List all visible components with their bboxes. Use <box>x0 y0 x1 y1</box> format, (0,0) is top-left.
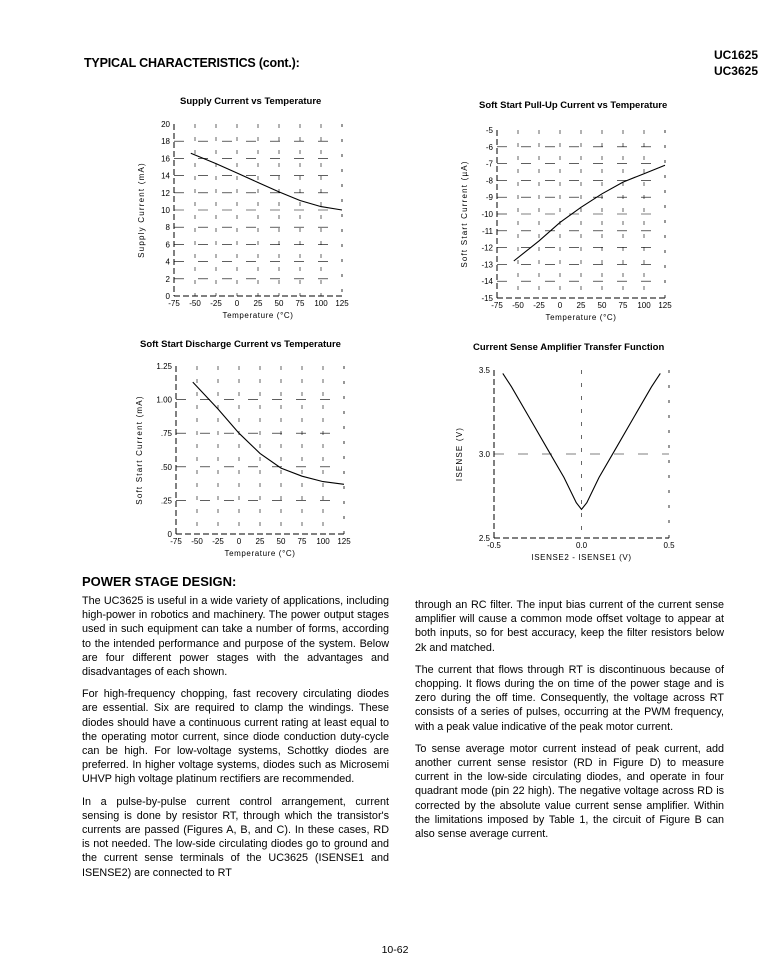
y-tick-label: .25 <box>160 496 172 506</box>
chart-2-soft-start-pullup <box>455 118 685 330</box>
x-tick-label: 125 <box>658 301 672 310</box>
x-tick-label: 125 <box>335 299 349 308</box>
data-series-line <box>191 153 342 210</box>
x-tick-label: 50 <box>597 301 607 310</box>
y-tick-label: 1.25 <box>156 362 172 371</box>
power-stage-left-column <box>82 594 389 888</box>
y-tick-label: 6 <box>165 240 170 250</box>
x-axis-label: Temperature (°C) <box>224 549 296 558</box>
x-tick-label: 50 <box>276 537 286 546</box>
y-tick-label: -9 <box>485 193 493 203</box>
x-tick-label: 125 <box>337 537 351 546</box>
section-title: TYPICAL CHARACTERISTICS (cont.): <box>84 56 300 70</box>
x-tick-label: -75 <box>491 301 503 310</box>
x-tick-label: -25 <box>212 537 224 546</box>
chart-3-soft-start-discharge <box>130 356 360 562</box>
x-tick-label: -50 <box>189 299 201 308</box>
x-tick-label: -25 <box>210 299 222 308</box>
y-axis-label: ISENSE (V) <box>455 426 464 482</box>
y-tick-label: -13 <box>481 260 493 270</box>
y-tick-label: 20 <box>161 120 170 129</box>
x-tick-label: -0.5 <box>487 541 501 550</box>
y-tick-label: 12 <box>161 188 170 198</box>
page-number: 10-62 <box>381 944 409 956</box>
x-tick-label: -75 <box>168 299 180 308</box>
power-stage-right-column <box>415 598 724 849</box>
x-tick-label: 0 <box>236 537 242 546</box>
y-tick-label: -12 <box>481 243 493 253</box>
x-tick-label: 25 <box>576 301 586 310</box>
y-tick-label: -11 <box>482 226 493 236</box>
paragraph: The current that flows through RT is discontinuous because of chopping. It flows during the on time of the power stage and is zero during the off time. Consequently, the voltage across RT consists of a series of pulses, occurring at the PWM frequency, with a peak value indicative of the peak motor current. <box>415 663 724 733</box>
x-tick-label: 75 <box>295 299 305 308</box>
y-axis-label: Soft Start Current (µA) <box>460 160 469 268</box>
y-tick-label: 2 <box>165 274 170 284</box>
part-number-1: UC1625 <box>713 48 758 62</box>
x-tick-label: 0.0 <box>575 541 588 550</box>
paragraph: The UC3625 is useful in a wide variety of applications, including high-power in robotics and machinery. The power output stages used in such equipment can take a number of forms, according to the intended performance and purpose of the system. Below are four different power stages with the advantages and disadvantages of each shown. <box>82 595 389 679</box>
x-axis-label: ISENSE2 - ISENSE1 (V) <box>531 553 632 562</box>
y-tick-label: -14 <box>481 277 493 287</box>
y-tick-label: 2.5 <box>478 534 490 543</box>
y-tick-label: 4 <box>165 257 170 267</box>
y-tick-label: 14 <box>161 171 170 181</box>
paragraph: through an RC filter. The input bias current of the current sense amplifier will cause a common mode offset voltage to appear at both inputs, so for best accuracy, keep the filter resistors below 2k and matched. <box>415 599 724 654</box>
paragraph: To sense average motor current instead of peak current, add another current sense resistor (RD in Figure D) to measure current in the low-side circulating diodes, and operate in four quadrant mode (pin 22 high). The negative voltage across RD is corrected by the absolute value current sense amplifier. Within the limitations imposed by Table 1, the circuit of Figure B can also sense average current. <box>415 742 724 841</box>
part-number-2: UC3625 <box>713 64 758 78</box>
x-tick-label: 50 <box>274 299 284 308</box>
y-tick-label: -8 <box>485 176 493 186</box>
y-tick-label: -7 <box>485 159 493 169</box>
chart-1-supply-current <box>130 112 360 327</box>
x-tick-label: 0.5 <box>663 541 675 550</box>
y-tick-label: -6 <box>485 142 493 152</box>
x-tick-label: 100 <box>314 299 328 308</box>
paragraph: In a pulse-by-pulse current control arrangement, current sensing is done by resistor RT, through which the transistor's currents are passed (Figures A, B, and C). In these cases, RD is not needed. The low-side circulating diodes go to ground and the current sense terminals of the UC3625 (ISENSE1 and ISENSE2) are connected to RT <box>82 795 389 879</box>
power-stage-heading: POWER STAGE DESIGN: <box>82 574 237 589</box>
y-tick-label: 18 <box>161 137 170 147</box>
x-tick-label: 0 <box>557 301 563 310</box>
y-tick-label: 3.5 <box>478 366 490 375</box>
x-tick-label: -50 <box>512 301 524 310</box>
y-tick-label: 3.0 <box>478 450 490 459</box>
y-tick-label: .50 <box>160 462 172 472</box>
x-tick-label: 25 <box>255 537 265 546</box>
paragraph: For high-frequency chopping, fast recovery circulating diodes are essential. Six are required to clamp the windings. These diodes should have a continuous current rating at least equal to the operating motor current, since diode conduction duty-cycle can be high. For low-voltage systems, Schottky diodes are preferred. In higher voltage systems, diodes such as Microsemi UHVP high voltage platinum rectifiers are recommended. <box>82 688 389 786</box>
y-axis-label: Soft Start Current (mA) <box>135 395 144 505</box>
x-tick-label: -50 <box>191 537 203 546</box>
y-tick-label: 10 <box>161 206 170 215</box>
y-tick-label: 8 <box>165 223 170 233</box>
y-tick-label: 16 <box>161 154 170 164</box>
y-tick-label: 0 <box>167 530 172 539</box>
x-tick-label: -75 <box>170 537 182 546</box>
y-tick-label: 1.00 <box>156 395 172 405</box>
chart-4-current-sense-transfer <box>450 360 685 570</box>
x-axis-label: Temperature (°C) <box>222 311 294 320</box>
y-tick-label: -5 <box>485 126 493 135</box>
x-tick-label: 100 <box>637 301 651 310</box>
x-tick-label: 25 <box>253 299 263 308</box>
x-tick-label: 75 <box>297 537 307 546</box>
x-tick-label: 75 <box>618 301 628 310</box>
chart-4-title: Current Sense Amplifier Transfer Function <box>473 342 665 353</box>
data-series-line <box>514 165 665 261</box>
x-tick-label: -25 <box>533 301 545 310</box>
y-tick-label: .75 <box>160 429 172 439</box>
y-axis-label: Supply Current (mA) <box>137 162 146 258</box>
y-tick-label: -15 <box>481 294 493 303</box>
x-tick-label: 0 <box>234 299 240 308</box>
y-tick-label: -10 <box>481 210 493 219</box>
chart-3-title: Soft Start Discharge Current vs Temperature <box>140 339 341 350</box>
x-axis-label: Temperature (°C) <box>545 313 617 322</box>
chart-1-title: Supply Current vs Temperature <box>180 96 322 107</box>
y-tick-label: 0 <box>165 292 170 301</box>
chart-2-title: Soft Start Pull-Up Current vs Temperature <box>479 100 668 111</box>
x-tick-label: 100 <box>316 537 330 546</box>
